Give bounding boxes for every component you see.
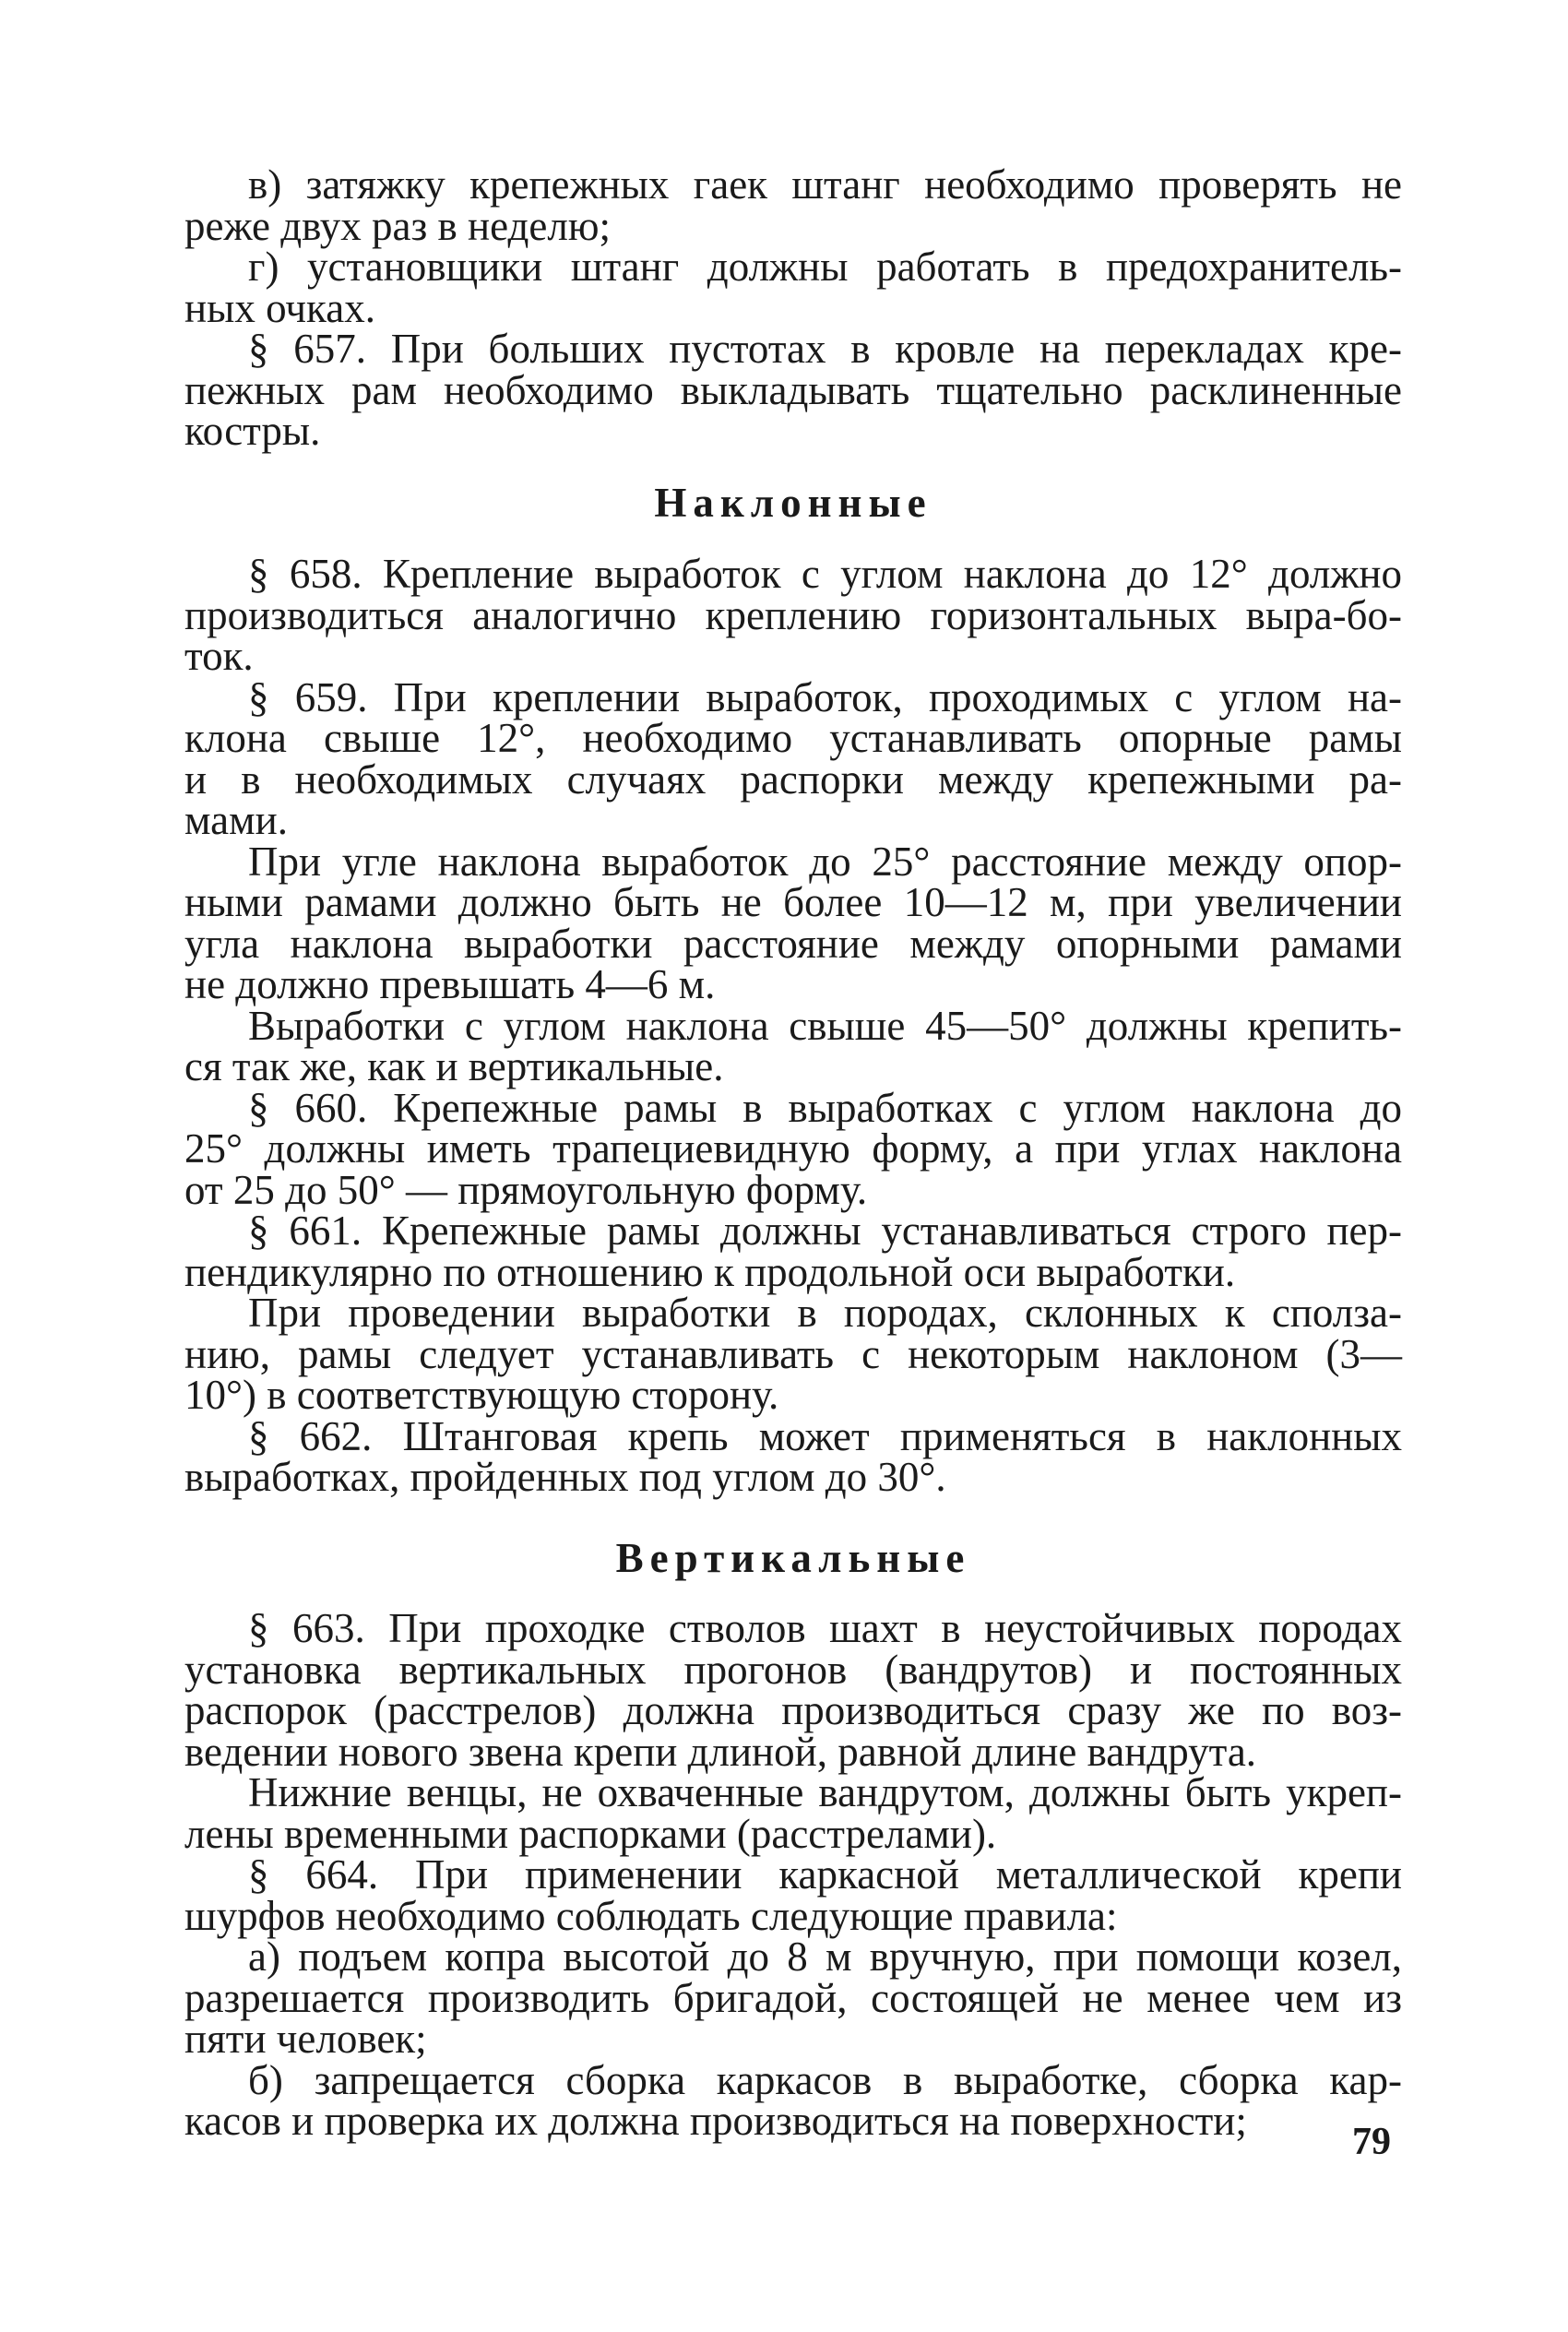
page-number: 79 [1352,2121,1391,2163]
text-line: касов и проверка их должна производиться на поверхности; [184,2098,1247,2144]
text-line: и в необходимых случаях распорки между крепежными ра- [184,756,1402,803]
text-line: производиться аналогично креплению горизонтальных выра-бо- [184,591,1402,638]
text-line: клона свыше 12°, необходимо устанавливать опорные рамы [184,715,1402,761]
spacer [184,452,1402,482]
text-line: лены временными распорками (расстрелами). [184,1810,997,1857]
text-line: При угле наклона выработок до 25° расстояние между опор- [248,838,1402,885]
page-body [184,161,1402,2144]
text-line: 25° должны иметь трапециевидную форму, а при углах наклона [184,1125,1402,1172]
text-line: ными рамами должно быть не более 10—12 м, при увеличении [184,879,1402,925]
text-line: § 662. Штанговая крепь может применяться в наклонных [248,1412,1402,1459]
text-line: шурфов необходимо соблюдать следующие правила: [184,1892,1118,1939]
text-line: г) установщики штанг должны работать в предохранитель- [248,244,1402,290]
text-line: пяти человек; [184,2016,427,2062]
spacer [184,1578,1402,1608]
text-line: реже двух раз в неделю; [184,202,611,249]
text-line: § 659. При креплении выработок, проходимых с углом на- [248,673,1402,720]
text-line: в) затяжку крепежных гаек штанг необходимо проверять не [248,161,1402,208]
spacer [184,1498,1402,1538]
text-line: § 664. При применении каркасной металлической крепи [248,1851,1402,1898]
text-line: костры. [184,408,321,454]
text-line: Выработки с углом наклона свыше 45—50° должны крепить- [248,1002,1402,1049]
spacer [184,523,1402,553]
text-line: установка вертикальных прогонов (вандрутов) и постоянных [184,1646,1402,1693]
text-line: Нижние венцы, не охваченные вандрутом, должны быть укреп- [248,1769,1402,1815]
section-heading-inclined: Наклонные [654,479,932,526]
text-line: § 658. Крепление выработок с углом наклона до 12° должно [248,551,1402,597]
text-line: 10°) в соответствующую сторону. [184,1372,779,1418]
text-line: выработках, пройденных под углом до 30°. [184,1454,946,1500]
text-line: ся так же, как и вертикальные. [184,1043,724,1089]
section-heading-vertical: Вертикальные [615,1534,971,1581]
text-line: § 661. Крепежные рамы должны устанавливаться строго пер- [248,1208,1402,1254]
text-line: угла наклона выработки расстояние между опорными рамами [184,920,1402,967]
text-line: не должно превышать 4—6 м. [184,961,716,1007]
text-line: § 663. При проходке стволов шахт в неустойчивых породах [248,1605,1402,1651]
text-line: При проведении выработки в породах, склонных к сполза- [248,1290,1402,1336]
text-line: ведении нового звена крепи длиной, равной длине вандрута. [184,1728,1257,1775]
text-line: а) подъем копра высотой до 8 м вручную, при помощи козел, [248,1933,1402,1980]
text-line: пендикулярно по отношению к продольной оси выработки. [184,1248,1236,1295]
text-line: пежных рам необходимо выкладывать тщательно расклиненные [184,366,1402,413]
text-line: разрешается производить бригадой, состоящей не менее чем из [184,1974,1402,2021]
text-line: § 657. При больших пустотах в кровле на перекладах кре- [248,326,1402,372]
text-line: § 660. Крепежные рамы в выработках с углом наклона до [248,1084,1402,1131]
text-line: от 25 до 50° — прямоугольную форму. [184,1166,868,1213]
text-line: б) запрещается сборка каркасов в выработке, сборка кар- [248,2056,1402,2103]
text-line: мами. [184,797,288,843]
text-line: ных очках. [184,284,375,331]
text-line: распорок (расстрелов) должна производиться сразу же по воз- [184,1687,1402,1733]
text-line: ток. [184,633,254,679]
text-line: нию, рамы следует устанавливать с некоторым наклоном (3— [184,1330,1402,1377]
